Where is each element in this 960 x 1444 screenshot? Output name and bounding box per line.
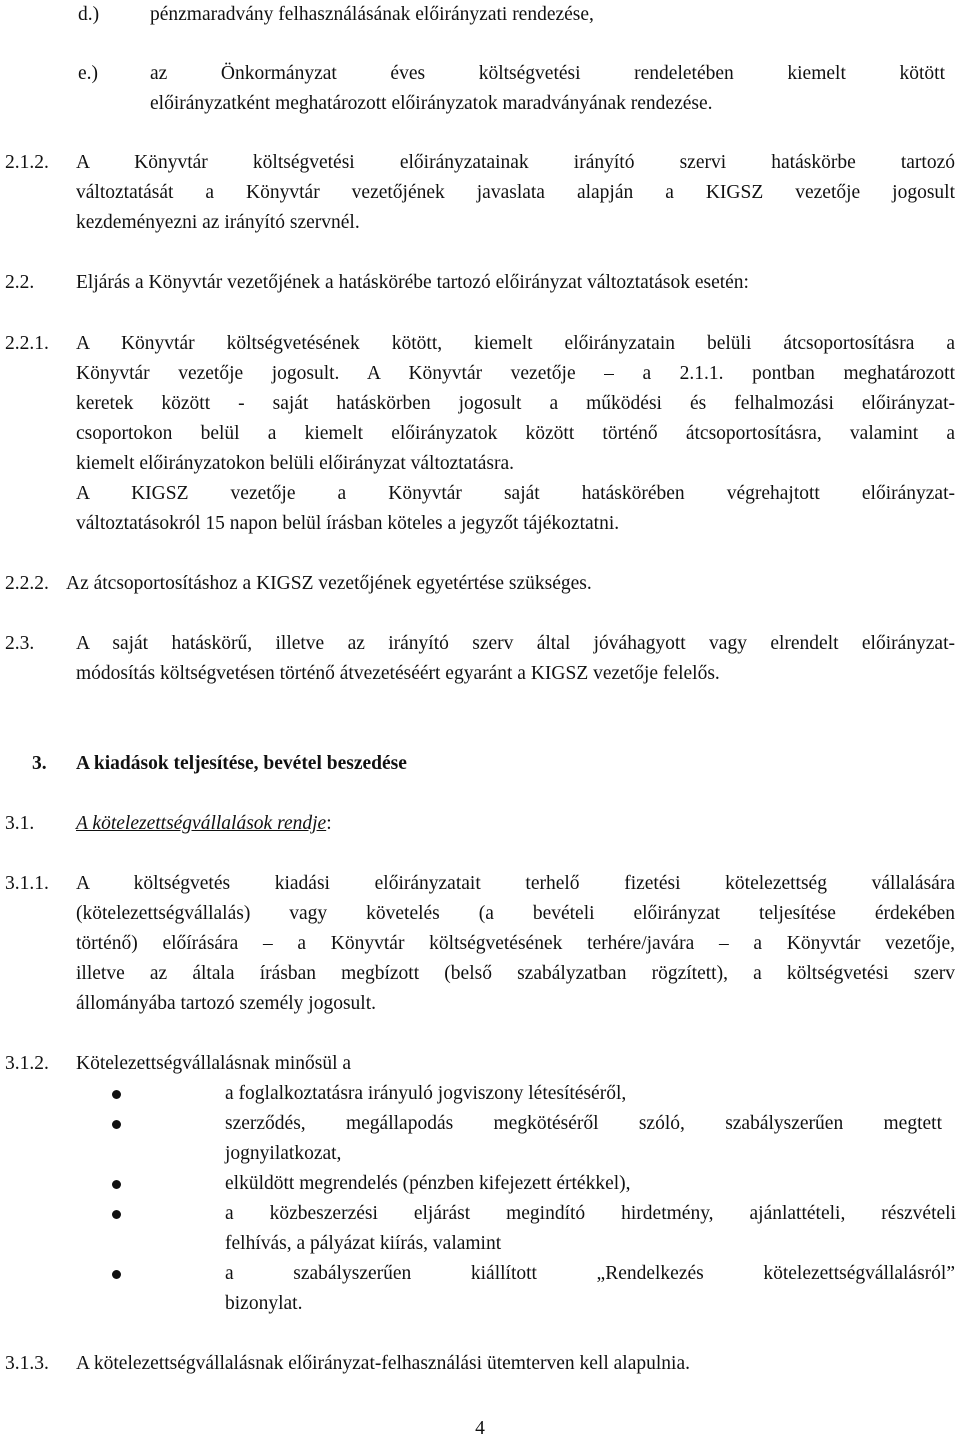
section-number: 2.1.2. xyxy=(5,152,49,173)
list-item-d xyxy=(0,0,960,30)
bullet-icon xyxy=(112,1270,121,1279)
list-item: a foglalkoztatásra irányuló jogviszony létesítéséről, xyxy=(0,1079,960,1109)
section-text: Az átcsoportosításhoz a KIGSZ vezetőjének egyetértése szükséges. xyxy=(66,573,592,594)
section-title: A kiadások teljesítése, bevétel beszedése xyxy=(76,753,407,774)
section-number: 3.1.1. xyxy=(5,873,49,894)
item-text: az Önkormányzat éves költségvetési rendeletében kiemelt kötött előirányzatként meghatározott előirányzatok maradványának rendezése. xyxy=(150,63,945,114)
section-number: 3.1.3. xyxy=(5,1353,49,1374)
section-number: 2.2.1. xyxy=(5,333,49,354)
bullet-icon xyxy=(112,1180,121,1189)
section-number: 3.1.2. xyxy=(5,1053,49,1074)
section-text: A kötelezettségvállalásnak előirányzat-felhasználási ütemterven kell alapulnia. xyxy=(76,1353,690,1374)
item-number: d.) xyxy=(78,4,100,25)
section-text: Kötelezettségvállalásnak minősül a xyxy=(76,1053,352,1074)
section-number: 2.2.2. xyxy=(5,573,49,594)
section-title: A kötelezettségvállalások rendje xyxy=(76,813,327,834)
list-item: szerződés, megállapodás megkötéséről szóló, szabályszerűen megtett jognyilatkozat, xyxy=(0,1109,960,1169)
section-title-suffix: : xyxy=(326,813,332,834)
section-text: A Könyvtár költségvetési előirányzatainak irányító szervi hatáskörbe tartozó változtatását a Könyvtár vezetőjének javaslata alapján a KIGSZ vezetője jogosult kezdeményezni az irányító szervnél. xyxy=(76,152,955,233)
section-number: 3.1. xyxy=(5,813,35,834)
page-number: 4 xyxy=(475,1418,485,1439)
list-item: a szabályszerűen kiállított „Rendelkezés kötelezettségvállalásról” bizonylat. xyxy=(0,1259,960,1319)
list-item: a közbeszerzési eljárást megindító hirdetmény, ajánlattételi, részvételi felhívás, a pályázat kiírás, valamint xyxy=(0,1199,960,1259)
bullet-icon xyxy=(112,1090,121,1099)
bullet-icon xyxy=(112,1210,121,1219)
list-item: elküldött megrendelés (pénzben kifejezett értékkel), xyxy=(0,1169,960,1199)
item-text: pénzmaradvány felhasználásának előirányzati rendezése, xyxy=(150,4,594,25)
item-number: e.) xyxy=(78,63,99,84)
section-number: 2.3. xyxy=(5,633,35,654)
bullet-icon xyxy=(112,1120,121,1129)
section-number: 3. xyxy=(32,753,47,774)
section-text: Eljárás a Könyvtár vezetőjének a hatáskörébe tartozó előirányzat változtatások esetén: xyxy=(76,272,749,293)
section-number: 2.2. xyxy=(5,272,35,293)
section-text: A költségvetés kiadási előirányzatait terhelő fizetési kötelezettség vállalására (kötelezettségvállalás) vagy követelés (a bevételi előirányzat teljesítése érdekében történő) előírására – a Könyvtár költségvetésének terhére/javára – a Könyvtár vezetője, illetve az általa írásban megbízott (belső szabályzatban rögzített), a költségvetési szerv állományába tartozó személy jogosult. xyxy=(76,873,955,1014)
section-text: A Könyvtár költségvetésének kötött, kiemelt előirányzatain belüli átcsoportosításra a Könyvtár vezetője jogosult. A Könyvtár vezetője – a 2.1.1. pontban meghatározott keretek között - saját hatáskörben jogosult a működési és felhalmozási előirányzat- csoportokon belül a kiemelt előirányzatok között történő átcsoportosításra, valamint a kiemelt előirányzatokon belüli előirányzat változtatásra. A KIGSZ vezetője a Könyvtár saját hatáskörében végrehajtott előirányzat- változtatásokról 15 napon belül írásban köteles a jegyzőt tájékoztatni. xyxy=(76,333,955,534)
section-text: A saját hatáskörű, illetve az irányító szerv által jóváhagyott vagy elrendelt előirányzat- módosítás költségvetésen történő átvezetéséért egyaránt a KIGSZ vezetője felelős. xyxy=(76,633,955,684)
